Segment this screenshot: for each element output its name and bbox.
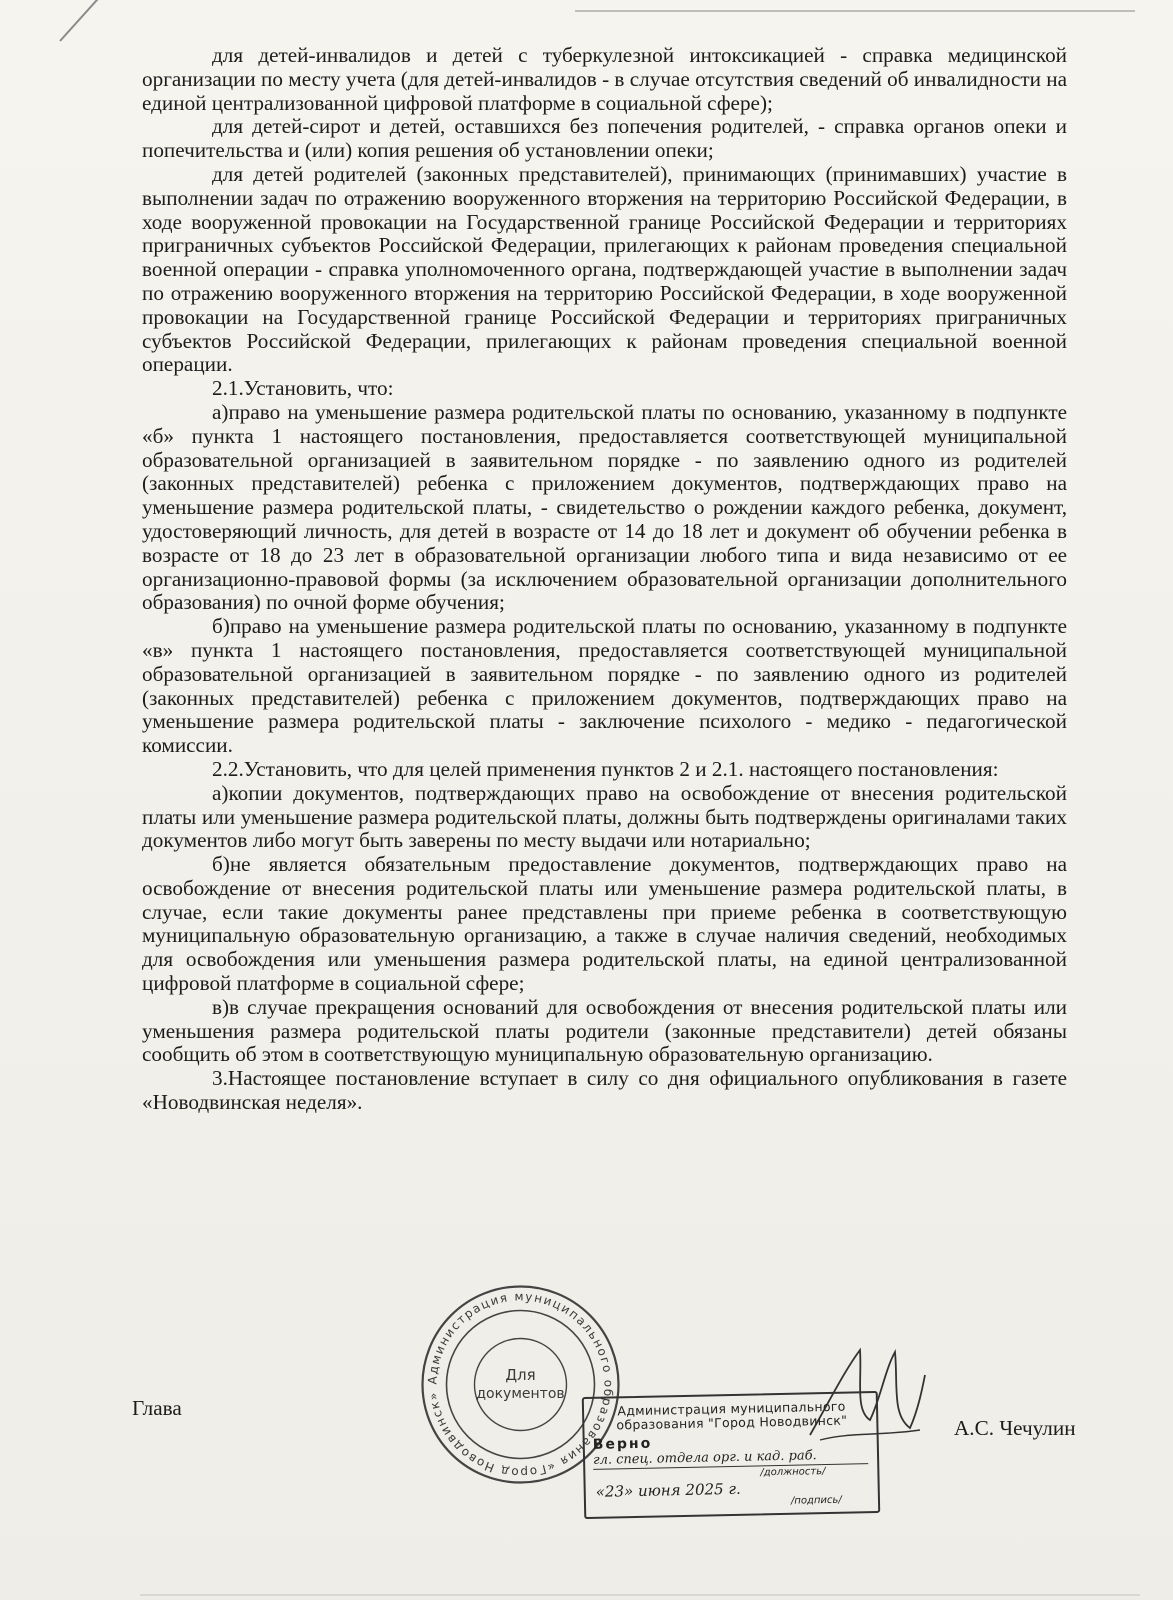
cert-date-month: июня	[637, 1481, 681, 1500]
cert-org-line1: Администрация муниципального	[617, 1398, 846, 1419]
scan-corner-mark	[59, 0, 107, 42]
paragraph-orphans: для детей-сирот и детей, оставшихся без попечения родителей, - справка органов опеки и попечительства и (или) копия решения об установлении опеки;	[142, 114, 1067, 163]
signatory-title: Глава	[132, 1396, 182, 1420]
seal-ring-text: Администрация муниципального образования «Город Новодвинск»	[425, 1289, 616, 1480]
paragraph-3-effective: 3.Настоящее постановление вступает в силу со дня официального опубликования в газете «Новодвинская неделя».	[142, 1066, 1067, 1115]
scan-edge-bottom	[140, 1594, 1140, 1596]
document-body	[142, 44, 1067, 1115]
seal-center-line1: Для	[505, 1366, 536, 1384]
paragraph-2-2-a: а)копии документов, подтверждающих право на освобождение от внесения родительской платы или уменьшение размера родительской платы, должны быть подтверждены оригиналами таких документов либо могут быть заверены по месту выдачи или нотариально;	[142, 780, 1067, 853]
paragraph-2-1-heading: 2.1.Установить, что:	[212, 376, 394, 401]
certification-stamp	[582, 1391, 880, 1519]
cert-org-line2: образования "Город Новодвинск"	[616, 1412, 848, 1433]
cert-date-g: г.	[728, 1479, 741, 1499]
cert-verno: Верно	[592, 1435, 653, 1453]
signatory-name: А.С. Чечулин	[954, 1416, 1076, 1440]
paragraph-2-1-b: б)право на уменьшение размера родительской платы по основанию, указанному в подпункте «в» пункта 1 настоящего постановления, предоставляется соответствующей муниципальной образовательной организацией в заявительном порядке - по заявлению одного из родителей (законных представителей) ребенка с приложением документов, подтверждающих право на уменьшение размера родительской платы - заключение психолого - медико - педагогической комиссии.	[142, 614, 1067, 758]
cert-position-label: /должность/	[760, 1466, 826, 1479]
paragraph-2-2-b: б)не является обязательным предоставление документов, подтверждающих право на освобождение от внесения родительской платы или уменьшение размера родительской платы, в случае, если такие документы ранее представлены при приеме ребенка в соответствующую муниципальную образовательную организацию, а также в случае наличия сведений, необходимых для освобождения или уменьшения размера родительской платы, на единой централизованной цифровой платформе в социальной сфере;	[142, 852, 1067, 996]
cert-org	[594, 1399, 870, 1433]
seal-center-line2: документов	[476, 1386, 565, 1402]
paragraph-disabled-children: для детей-инвалидов и детей с туберкулезной интоксикацией - справка медицинской организации по месту учета (для детей-инвалидов - в случае отсутствия сведений об инвалидности на единой централизованной цифровой платформе в социальной сфере);	[142, 43, 1067, 115]
paragraph-2-2-heading: 2.2.Установить, что для целей применения пунктов 2 и 2.1. настоящего постановления:	[212, 756, 999, 781]
paragraph-2-1-a: а)право на уменьшение размера родительской платы по основанию, указанному в подпункте «б» пункта 1 настоящего постановления, предоставляется соответствующей муниципальной образовательной организацией в заявительном порядке - по заявлению одного из родителей (законных представителей) ребенка с приложением документов, подтверждающих право на уменьшение размера родительской платы, - свидетельство о рождении каждого ребенка, документ, удостоверяющий личность, для детей в возрасте от 14 до 18 лет и документ об обучении ребенка в возрасте от 18 до 23 лет в образовательной организации любого типа и вида независимо от ее организационно-правовой формы (за исключением образовательной организации дополнительного образования) по очной форме обучения;	[142, 399, 1067, 615]
cert-date-year-prefix: 20	[685, 1480, 705, 1499]
scan-edge-top	[575, 10, 1135, 12]
cert-date: «23» июня 2025 г.	[595, 1479, 741, 1501]
cert-signature-label: /подпись/	[790, 1494, 842, 1507]
cert-position-handwritten: гл. спец. отдела орг. и кад. раб.	[593, 1447, 868, 1470]
cert-date-year-suffix: 25	[704, 1480, 724, 1499]
cert-date-day: 23	[604, 1482, 625, 1501]
paragraph-2-2-v: в)в случае прекращения оснований для освобождения от внесения родительской платы или уменьшения размера родительской платы родители (законные представители) детей обязаны сообщить об этом в соответствующую муниципальную образовательную организацию.	[142, 994, 1067, 1067]
paragraph-military-parents: для детей родителей (законных представителей), принимающих (принимавших) участие в выполнении задач по отражению вооруженного вторжения на территорию Российской Федерации, в ходе вооруженной провокации на Государственной границе Российской Федерации и территориях приграничных субъектов Российской Федерации, прилегающих к районам проведения специальной военной операции - справка уполномоченного органа, подтверждающей участие в выполнении задач по отражению вооруженного вторжения на территорию Российской Федерации, в ходе вооруженной провокации на Государственной границе Российской Федерации и территориях приграничных субъектов Российской Федерации, прилегающих к районам проведения специальной военной операции.	[142, 161, 1067, 377]
